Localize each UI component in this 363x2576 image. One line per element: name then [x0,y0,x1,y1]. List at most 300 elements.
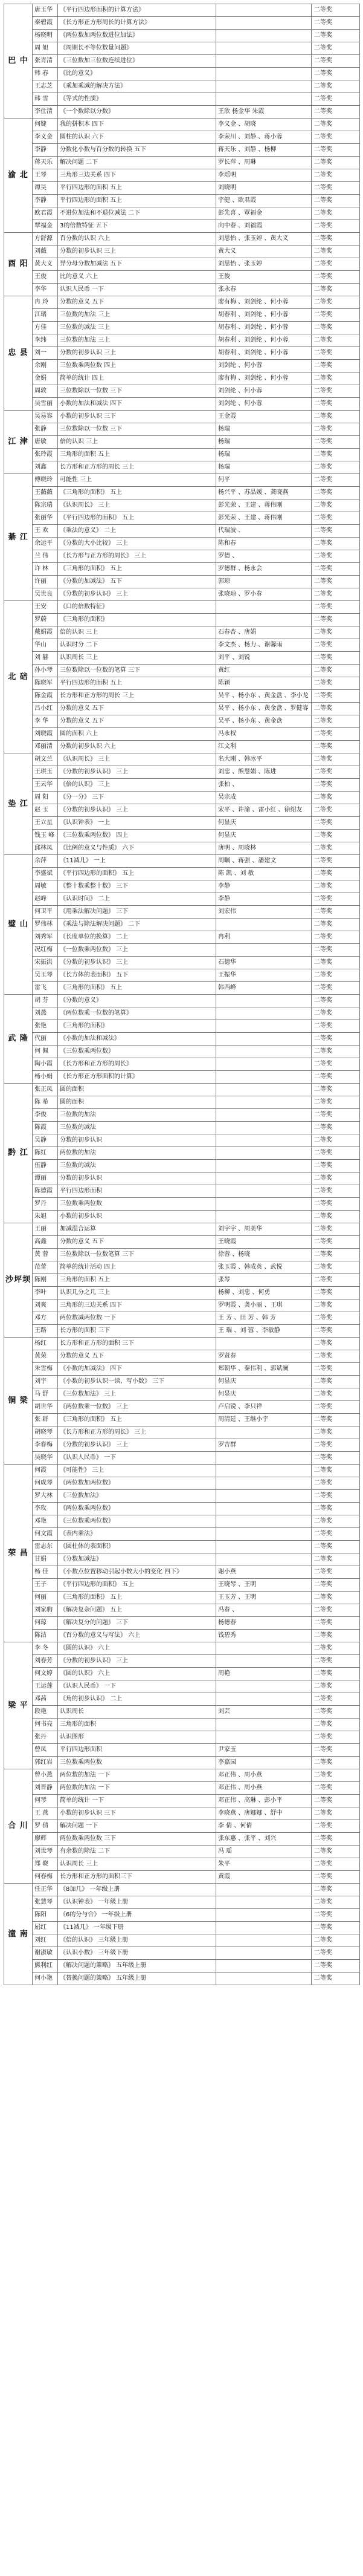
teacher-name-cell: 刘爽 [33,1299,58,1312]
lesson-topic-cell: 比的意义 六上 [58,271,216,284]
teacher-name-cell: 王云华 [33,779,58,792]
teacher-name-cell: 戴娟霞 [33,626,58,639]
lesson-topic-cell: 我的拼积木 四下 [58,119,216,131]
table-row [4,1668,360,1680]
lesson-topic-cell: 小数的加法和减法 四下 [58,398,216,411]
table-row [4,652,360,665]
tutor-cell [216,1655,312,1668]
award-level-cell: 二等奖 [312,1731,360,1744]
award-level-cell: 二等奖 [312,233,360,246]
tutor-cell [216,4,312,17]
award-level-cell: 二等奖 [312,957,360,969]
teacher-name-cell: 何琼 [33,1617,58,1630]
teacher-name-cell: 刘燕 [33,1007,58,1020]
award-level-cell: 二等奖 [312,1046,360,1058]
teacher-name-cell: 杨 佳 [33,1566,58,1579]
teacher-name-cell: 张艳 [33,1020,58,1033]
teacher-name-cell: 方舒源 [33,233,58,246]
table-row [4,741,360,753]
award-level-cell: 二等奖 [312,1541,360,1553]
lesson-topic-cell: 《两位数加两位数进位加法》 [58,30,216,42]
award-level-cell: 二等奖 [312,665,360,677]
award-level-cell: 二等奖 [312,576,360,588]
lesson-topic-cell: 不进位加法和不退位减法 二下 [58,207,216,220]
table-row [4,817,360,830]
tutor-cell [216,1046,312,1058]
tutor-cell: 罗贤春 [216,1350,312,1363]
lesson-topic-cell: 分数化小数与百分数的转换 五下 [58,144,216,157]
tutor-cell [216,1198,312,1211]
lesson-topic-cell: 圆的面积 [58,1096,216,1109]
lesson-topic-cell: 小数的初步认识 三下 [58,411,216,423]
lesson-topic-cell: 三位数乘两位数 [58,1198,216,1211]
lesson-topic-cell: 小数的初步认识 [58,1211,216,1223]
award-level-cell: 二等奖 [312,1058,360,1071]
tutor-cell [216,995,312,1007]
table-row [4,449,360,461]
lesson-topic-cell: 平行四边形的面积 五上 [58,677,216,690]
teacher-name-cell: 李静 [33,144,58,157]
teacher-name-cell: 刘宇 [33,1376,58,1388]
award-level-cell: 二等奖 [312,1439,360,1452]
teacher-name-cell: 李俊 [33,1109,58,1122]
lesson-topic-cell: 可能性 三上 [58,474,216,487]
award-table-body [4,4,360,1985]
award-level-cell: 二等奖 [312,385,360,398]
table-row [4,284,360,296]
teacher-name-cell: 范蕾 [33,1261,58,1274]
tutor-cell: 王俊 [216,271,312,284]
table-row [4,1693,360,1706]
tutor-cell: 何显庆 [216,1376,312,1388]
table-row [4,487,360,499]
lesson-topic-cell: 长方形和正方形的周长 三上 [58,690,216,703]
lesson-topic-cell: 长方形和正方形的周长 三上 [58,461,216,474]
lesson-topic-cell: 《周期长不等位数量问题》 [58,42,216,55]
tutor-cell: 钱碧秀 [216,1630,312,1642]
table-row [4,360,360,372]
tutor-cell: 杨瑞 [216,449,312,461]
tutor-cell: 王晓霞 [216,1236,312,1249]
table-row [4,982,360,995]
teacher-name-cell: 余运平 [33,538,58,550]
teacher-name-cell: 王薇薇 [33,487,58,499]
lesson-topic-cell: 《长度单位的换算》 二上 [58,931,216,944]
lesson-topic-cell: 3的倍数特征 五下 [58,220,216,233]
award-level-cell: 二等奖 [312,1426,360,1439]
tutor-cell: 郑朝华 、秦伟利 、郭斌澜 [216,1363,312,1376]
lesson-topic-cell: 《认识小数》 三年级下册 [58,1947,216,1960]
district-cell: 酉 阳 [4,233,33,296]
table-row [4,1846,360,1858]
table-row [4,1566,360,1579]
tutor-cell [216,1693,312,1706]
lesson-topic-cell: 《分数的初步认识》 三上 [58,1655,216,1668]
table-row [4,334,360,347]
tutor-cell [216,1541,312,1553]
lesson-topic-cell: 《乘加乘减的解决方法》 [58,80,216,93]
table-row [4,1325,360,1338]
teacher-name-cell: 吴静 [33,1134,58,1147]
tutor-cell: 彭光荣 、王建 、蒋伟刚 [216,499,312,512]
lesson-topic-cell: 《两位数乘两位数》 [58,1503,216,1515]
tutor-cell: 杨兴平 、苏晶媛 、龚晓燕 [216,487,312,499]
teacher-name-cell: 邓艳 [33,1515,58,1528]
lesson-topic-cell: 《两位数乘一位数》 三上 [58,1401,216,1414]
teacher-name-cell: 张静 [33,423,58,436]
lesson-topic-cell: 《圆柱体的表面积》 [58,1541,216,1553]
lesson-topic-cell: 长方形的面积 三下 [58,1325,216,1338]
tutor-cell: 胡春利 、刘剑纶 、何小蓉 [216,334,312,347]
teacher-name-cell: 况红梅 [33,944,58,957]
lesson-topic-cell: 《长方形和正方形的周长》 [58,1058,216,1071]
teacher-name-cell: 张青清 [33,55,58,68]
award-level-cell: 二等奖 [312,487,360,499]
lesson-topic-cell: 《长方体的表面积》 五下 [58,969,216,982]
table-row [4,372,360,385]
district-cell: 綦 江 [4,474,33,601]
tutor-cell: 彭光荣 、王建 、蒋伟刚 [216,512,312,525]
lesson-topic-cell: 《长方形正方形周长的计算方法》 [58,17,216,30]
lesson-topic-cell: 《认识时间》 二上 [58,893,216,906]
teacher-name-cell: 李纬 [33,334,58,347]
tutor-cell: 李嘉园 [216,1757,312,1769]
tutor-cell: 杨柳 、刘忠 、何勇 [216,1287,312,1299]
teacher-name-cell: 秦碧霞 [33,17,58,30]
tutor-cell: 黄大义 [216,246,312,258]
district-cell: 黔 江 [4,1084,33,1223]
table-row [4,1134,360,1147]
table-row [4,271,360,284]
award-level-cell: 二等奖 [312,1185,360,1198]
table-row [4,93,360,106]
table-row [4,157,360,169]
table-row [4,80,360,93]
award-level-cell: 二等奖 [312,690,360,703]
teacher-name-cell: 马 舒 [33,1388,58,1401]
award-level-cell: 二等奖 [312,1782,360,1795]
award-level-cell: 二等奖 [312,119,360,131]
lesson-topic-cell: 《分数的加减法》 五下 [58,576,216,588]
teacher-name-cell: 张丹 [33,1731,58,1744]
award-level-cell: 二等奖 [312,1846,360,1858]
award-level-cell: 二等奖 [312,1973,360,1985]
tutor-cell: 周艳 [216,1668,312,1680]
teacher-name-cell: 邓茜 [33,1693,58,1706]
table-row [4,677,360,690]
teacher-name-cell: 李 冬 [33,1642,58,1655]
award-level-cell: 二等奖 [312,550,360,563]
lesson-topic-cell: 分数的初步认识 [58,1173,216,1185]
award-level-cell: 二等奖 [312,1553,360,1566]
lesson-topic-cell: 两位数的加法 一下 [58,1769,216,1782]
award-level-cell: 二等奖 [312,944,360,957]
teacher-name-cell: 胡晓琴 [33,1426,58,1439]
tutor-cell: 胡春利 、刘剑纶 、何小蓉 [216,322,312,334]
tutor-cell: 王金霞 [216,411,312,423]
table-row [4,1719,360,1731]
award-sheet [4,4,359,1985]
tutor-cell: 罗德 、 [216,550,312,563]
award-level-cell: 二等奖 [312,220,360,233]
award-level-cell: 二等奖 [312,1744,360,1757]
tutor-cell [216,1173,312,1185]
table-row [4,919,360,931]
award-level-cell: 二等奖 [312,1947,360,1960]
award-level-cell: 二等奖 [312,271,360,284]
tutor-cell: 王晓琴 、王明 [216,1579,312,1592]
tutor-cell: 罗明霞 、龚小丽 、王琪 [216,1299,312,1312]
award-level-cell: 二等奖 [312,423,360,436]
award-level-cell: 二等奖 [312,728,360,741]
lesson-topic-cell: 《分数的初步认识》 三上 [58,766,216,779]
tutor-cell: 张玉霞 、韩成英 、武悦 [216,1261,312,1274]
lesson-topic-cell: 《一位数乘两位数》 三上 [58,944,216,957]
tutor-cell: 杨瑞 [216,461,312,474]
teacher-name-cell: 何成琴 [33,1477,58,1490]
district-cell: 沙坪坝 [4,1223,33,1338]
tutor-cell: 周瞩 、蒋强 、潘建文 [216,855,312,868]
tutor-cell [216,68,312,80]
award-level-cell: 二等奖 [312,1020,360,1033]
district-cell: 潼 南 [4,1884,33,1985]
award-level-cell: 二等奖 [312,1617,360,1630]
award-level-cell: 二等奖 [312,1795,360,1807]
teacher-name-cell: 代丽 [33,1033,58,1046]
tutor-cell [216,93,312,106]
teacher-name-cell: 兰 伟 [33,550,58,563]
teacher-name-cell: 江瑞 [33,309,58,322]
award-level-cell: 二等奖 [312,766,360,779]
tutor-cell: 徐蓉 、杨晓 [216,1249,312,1261]
tutor-cell [216,1160,312,1173]
tutor-cell [216,55,312,68]
award-level-cell: 二等奖 [312,1706,360,1719]
tutor-cell: 何显庆 [216,1388,312,1401]
tutor-cell [216,1731,312,1744]
table-row [4,1515,360,1528]
table-row [4,1299,360,1312]
lesson-topic-cell: 《解决复杂问题》 五上 [58,1604,216,1617]
teacher-name-cell: 吴玉琴 [33,969,58,982]
lesson-topic-cell: 《比例的意义与性质》 六下 [58,842,216,855]
lesson-topic-cell: 《三角形的面积》 五上 [58,1414,216,1426]
table-row [4,639,360,652]
table-row [4,233,360,246]
tutor-cell: 刘宏伟 [216,906,312,919]
tutor-cell: 刘忠 、熊慧娟 、陈进 [216,766,312,779]
award-level-cell: 二等奖 [312,296,360,309]
teacher-name-cell: 李静 [33,195,58,207]
award-level-cell: 二等奖 [312,1858,360,1871]
award-level-cell: 二等奖 [312,1452,360,1465]
teacher-name-cell: 华山 [33,639,58,652]
table-row [4,119,360,131]
award-level-cell: 二等奖 [312,334,360,347]
teacher-name-cell: 邓丽清 [33,741,58,753]
lesson-topic-cell: 平行四边形的面积 五上 [58,182,216,195]
table-row [4,728,360,741]
table-row [4,436,360,449]
table-row [4,1198,360,1211]
tutor-cell [216,1452,312,1465]
award-level-cell: 二等奖 [312,601,360,614]
award-level-cell: 二等奖 [312,411,360,423]
table-row [4,753,360,766]
award-level-cell: 二等奖 [312,919,360,931]
teacher-name-cell: 宋振洪 [33,957,58,969]
lesson-topic-cell: 《平行四边形的面积》 五上 [58,1579,216,1592]
lesson-topic-cell: 简单的统计活动 四上 [58,1261,216,1274]
table-row [4,207,360,220]
lesson-topic-cell: 《认识钟表》 一年级上册 [58,1896,216,1909]
table-row [4,1782,360,1795]
award-level-cell: 二等奖 [312,1820,360,1833]
teacher-name-cell: 何丽 [33,1592,58,1604]
teacher-name-cell: 高鑫 [33,1236,58,1249]
tutor-cell: 王欣 杨金华 朱霞 [216,106,312,119]
lesson-topic-cell: 《认识人民币》 一下 [58,1452,216,1465]
teacher-name-cell: 何春梅 [33,1871,58,1884]
teacher-name-cell: 陈霞 [33,1122,58,1134]
teacher-name-cell: 周 阳 [33,792,58,804]
tutor-cell: 代瑞波 、 [216,525,312,538]
table-row [4,55,360,68]
table-row [4,1020,360,1033]
teacher-name-cell: 刘一 [33,347,58,360]
lesson-topic-cell: 认识周长 [58,1706,216,1719]
award-level-cell: 二等奖 [312,639,360,652]
lesson-topic-cell: 《认识钟表》 一上 [58,817,216,830]
award-level-cell: 二等奖 [312,309,360,322]
table-row [4,1553,360,1566]
award-level-cell: 二等奖 [312,842,360,855]
tutor-cell: 黄霞 [216,1871,312,1884]
table-row [4,499,360,512]
table-row [4,4,360,17]
lesson-topic-cell: 分数的意义 五下 [58,1236,216,1249]
lesson-topic-cell: 三位数的减法 [58,1122,216,1134]
lesson-topic-cell: 倍的认识 三上 [58,436,216,449]
lesson-topic-cell: 《分数加减法》 [58,1553,216,1566]
tutor-cell [216,1947,312,1960]
lesson-topic-cell: 分数的初步认识 三上 [58,246,216,258]
tutor-cell [216,1109,312,1122]
teacher-name-cell: 王立星 [33,817,58,830]
award-level-cell: 二等奖 [312,1350,360,1363]
teacher-name-cell: 钱玉 峰 [33,830,58,842]
award-level-cell: 二等奖 [312,830,360,842]
teacher-name-cell: 张 群 [33,1414,58,1426]
tutor-cell: 廖有梅 、刘剑纶 、何小蓉 [216,372,312,385]
lesson-topic-cell: 《可能性》 三上 [58,1465,216,1477]
teacher-name-cell: 郭红岩 [33,1757,58,1769]
lesson-topic-cell: 三位数的减法 [58,1160,216,1173]
teacher-name-cell: 郑 晓 [33,1858,58,1871]
table-row [4,258,360,271]
teacher-name-cell: 刘 赫 [33,652,58,665]
award-level-cell: 二等奖 [312,1579,360,1592]
lesson-topic-cell: 《乘法与除法解决问题》 二下 [58,919,216,931]
lesson-topic-cell: 平行四边形面积 [58,1185,216,1198]
table-row [4,944,360,957]
district-cell: 忠 县 [4,296,33,411]
award-level-cell: 二等奖 [312,995,360,1007]
award-level-cell: 二等奖 [312,1274,360,1287]
table-row [4,1363,360,1376]
table-row [4,1973,360,1985]
teacher-name-cell: 蒋天乐 [33,157,58,169]
lesson-topic-cell: 三位数的加法 [58,1109,216,1122]
table-row [4,1439,360,1452]
teacher-name-cell: 金娟 [33,372,58,385]
award-level-cell: 二等奖 [312,1160,360,1173]
tutor-cell [216,1719,312,1731]
table-row [4,792,360,804]
award-level-cell: 二等奖 [312,1147,360,1160]
tutor-cell: 江文利 [216,741,312,753]
lesson-topic-cell: 《解决复分的问题》 三下 [58,1617,216,1630]
award-level-cell: 二等奖 [312,1566,360,1579]
lesson-topic-cell: 认识时分 二下 [58,639,216,652]
tutor-cell: 刘芸 [216,1706,312,1719]
lesson-topic-cell: 三位数乘两位数 [58,1757,216,1769]
award-level-cell: 二等奖 [312,131,360,144]
tutor-cell: 李荣川 、刘静 、蒋小蓉 [216,131,312,144]
tutor-cell [216,1528,312,1541]
teacher-name-cell: 王琴 [33,169,58,182]
table-row [4,220,360,233]
tutor-cell: 胡春利 、刘剑纶 、何小蓉 [216,309,312,322]
table-row [4,830,360,842]
teacher-name-cell: 刘秀军 [33,931,58,944]
tutor-cell [216,1884,312,1896]
table-row [4,690,360,703]
award-level-cell: 二等奖 [312,80,360,93]
table-row [4,880,360,893]
award-level-cell: 二等奖 [312,1249,360,1261]
tutor-cell: 刘平 、刘锐 [216,652,312,665]
award-level-cell: 二等奖 [312,106,360,119]
award-level-cell: 二等奖 [312,17,360,30]
table-row [4,1147,360,1160]
teacher-name-cell: 陈宗瑞 [33,499,58,512]
award-level-cell: 二等奖 [312,1033,360,1046]
table-row [4,626,360,639]
tutor-cell [216,1071,312,1084]
table-row [4,1350,360,1363]
teacher-name-cell: 韩 雪 [33,93,58,106]
teacher-name-cell: 刘鑫 [33,461,58,474]
teacher-name-cell: 何婕 [33,119,58,131]
tutor-cell: 邓正伟 、周小燕 [216,1782,312,1795]
table-row [4,1058,360,1071]
lesson-topic-cell: 《三角形的面积》 [58,614,216,626]
teacher-name-cell: 何小艳 [33,1973,58,1985]
award-level-cell: 二等奖 [312,157,360,169]
table-row [4,1007,360,1020]
table-row [4,715,360,728]
lesson-topic-cell: 三角形的面积 [58,1719,216,1731]
award-level-cell: 二等奖 [312,195,360,207]
tutor-cell [216,1642,312,1655]
table-row [4,1338,360,1350]
award-level-cell: 二等奖 [312,1198,360,1211]
award-level-cell: 二等奖 [312,982,360,995]
tutor-cell [216,1134,312,1147]
teacher-name-cell: 甘娟 [33,1553,58,1566]
award-level-cell: 二等奖 [312,1477,360,1490]
